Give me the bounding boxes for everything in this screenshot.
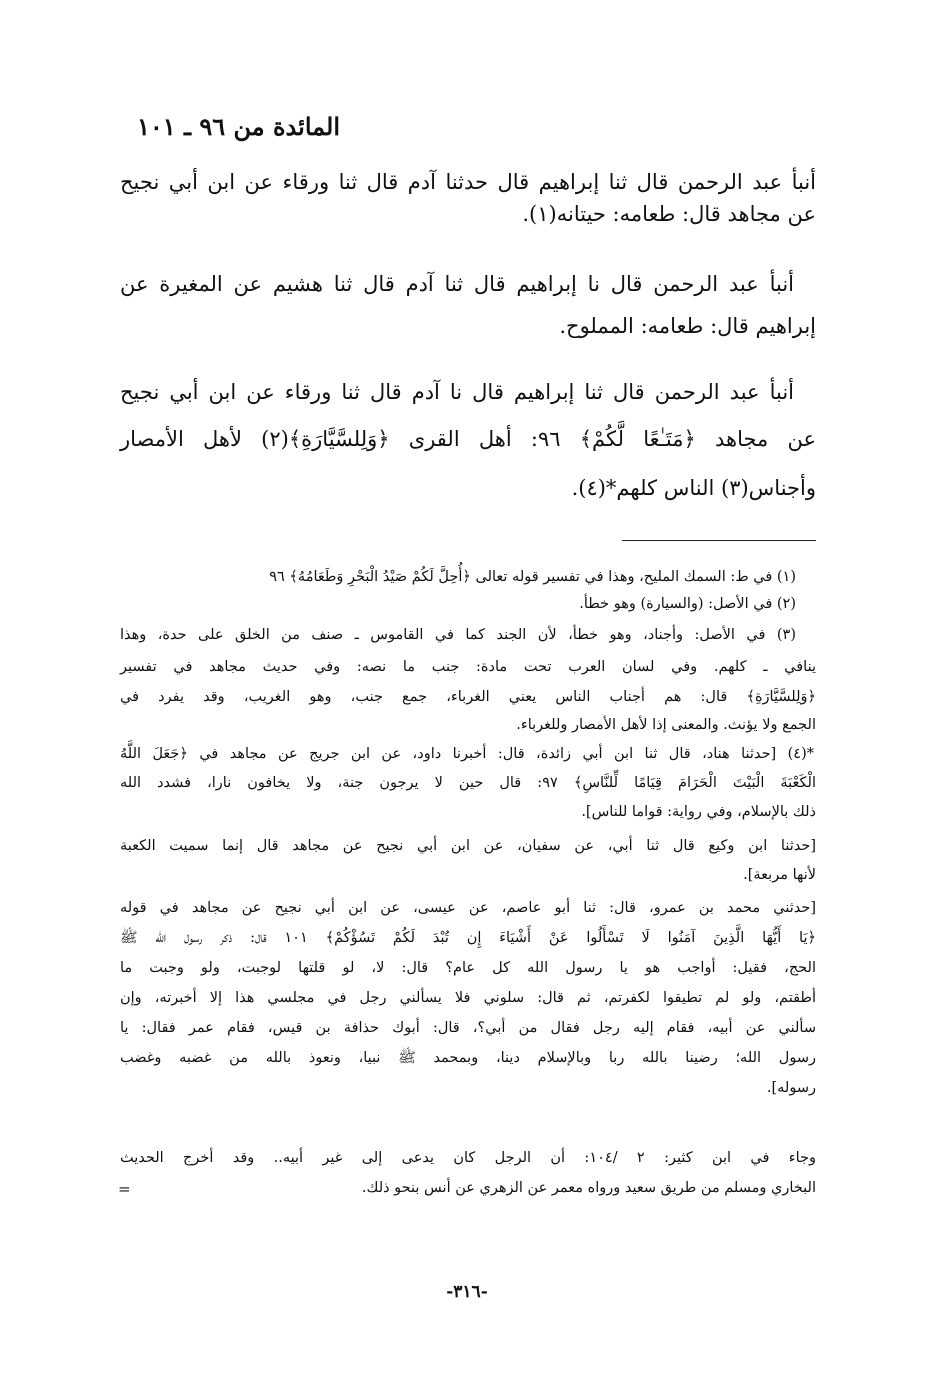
footnote-3-line: (٣) في الأصل: وأجناد، وهو خطأ، لأن الجند كما في القاموس ـ صنف من الخلق على حدة، وهذا [120, 627, 796, 643]
footnote-hadith-line: رسوله]. [766, 1080, 816, 1096]
main-line: أنبأ عبد الرحمن قال نا إبراهيم قال ثنا آدم قال ثنا هشيم عن المغيرة عن [120, 272, 794, 296]
main-line: أنبأ عبد الرحمن قال ثنا إبراهيم قال حدثنا آدم قال ثنا ورقاء عن ابن أبي نجيح [120, 170, 816, 194]
main-line: عن مجاهد قال: طعامه: حيتانه(١). [522, 202, 816, 226]
footnote-hadith-line: [حدثني محمد بن عمرو، قال: ثنا أبو عاصم، عن عيسى، عن ابن أبي نجيح عن مجاهد في قوله [120, 900, 816, 916]
main-line: أنبأ عبد الرحمن قال ثنا إبراهيم قال نا آدم قال ثنا ورقاء عن ابن أبي نجيح [120, 380, 794, 404]
footnote-hadith-line: وجاء في ابن كثير: ٢ /١٠٤: أن الرجل كان يدعى إلى غير أبيه.. وقد أخرج الحديث [120, 1150, 816, 1166]
footnote-hadith-line: سألني عن أبيه، فقام إليه رجل فقال من أبي؟، قال: أبوك حذافة بن قيس، فقام عمر فقال: يا [120, 1020, 816, 1036]
footnote-2: (٢) في الأصل: (والسيارة) وهو خطأ. [579, 596, 796, 612]
page-number: -٣١٦- [446, 1282, 488, 1302]
footnote-3-line: ينافي ـ كلهم. وفي لسان العرب تحت مادة: جنب ما نصه: وفي حديث مجاهد في تفسير [120, 659, 816, 675]
main-line: وأجناس(٣) الناس كلهم*(٤). [571, 476, 816, 500]
footnote-hadith-line: ﴿يَا أَيُّهَا الَّذِينَ آمَنُوا لَا تَسْأَلُوا عَنْ أَشْيَاءَ إِن تُبْدَ لَكُمْ تَسُؤْكُمْ﴾ ١٠١ قال: ذكر رسول الله ﷺ [120, 930, 817, 946]
footnote-4-line: *(٤) [حدثنا هناد، قال ثنا ابن أبي زائدة، قال: أخبرنا داود، عن ابن جريج عن مجاهد في ﴿جَعَلَ اللَّهُ [120, 746, 814, 762]
footnote-separator [622, 540, 816, 541]
footnote-hadith-line: لأنها مربعة]. [743, 867, 816, 883]
main-line: إبراهيم قال: طعامه: المملوح. [559, 314, 816, 338]
footnote-1: (١) في ط: السمك المليح، وهذا في تفسير قوله تعالى ﴿أُحِلَّ لَكُمْ صَيْدُ الْبَحْرِ وَطَعَامُهُ﴾ ٩٦ [269, 569, 796, 585]
footnote-hadith-line: أطقتم، ولو لم تطيقوا لكفرتم، ثم قال: سلوني فلا يسألني رجل في مجلسي هذا إلا أخبرته، وإن [120, 990, 816, 1006]
footnote-hadith-line: [حدثنا ابن وكيع قال ثنا أبي، عن سفيان، عن ابن أبي نجيح عن مجاهد قال إنما سميت الكعبة [120, 838, 816, 854]
footnote-hadith-line: الحج، فقيل: أواجب هو يا رسول الله كل عام؟ قال: لا، لو قلتها لوجبت، ولو وجبت ما [120, 960, 816, 976]
continued-mark: = [118, 1180, 131, 1198]
footnote-hadith-line: البخاري ومسلم من طريق سعيد ورواه معمر عن الزهري عن أنس بنحو ذلك. [361, 1180, 816, 1196]
footnote-3-line: ﴿وَلِلسَّيَّارَةِ﴾ قال: هم أجناب الناس يعني الغرباء، جمع جنب، وهو الغريب، وقد يفرد في [120, 689, 816, 705]
section-title: المائدة من ٩٦ ـ ١٠١ [136, 112, 340, 141]
footnote-3-line: الجمع ولا يؤنث. والمعنى إذا لأهل الأمصار وللغرباء. [516, 717, 816, 733]
footnote-4-line: ذلك بالإسلام، وفي رواية: قواما للناس]. [581, 804, 816, 820]
footnote-4-line: الْكَعْبَةَ الْبَيْتَ الْحَرَامَ قِيَامًا لِّلنَّاسِ﴾ ٩٧: قال حين لا يرجون جنة، ولا يخافون نارا، فشدد الله [120, 775, 817, 791]
main-line: عن مجاهد ﴿مَتَـٰعًا لَّكُمْ﴾ ٩٦: أهل القرى ﴿وَلِلسَّيَّارَةِ﴾(٢) لأهل الأمصار [120, 427, 816, 451]
footnote-hadith-line: رسول الله؛ رضينا بالله ربا وبالإسلام دينا، وبمحمد ﷺ نبيا، ونعوذ بالله من غضبه وغضب [120, 1050, 816, 1066]
